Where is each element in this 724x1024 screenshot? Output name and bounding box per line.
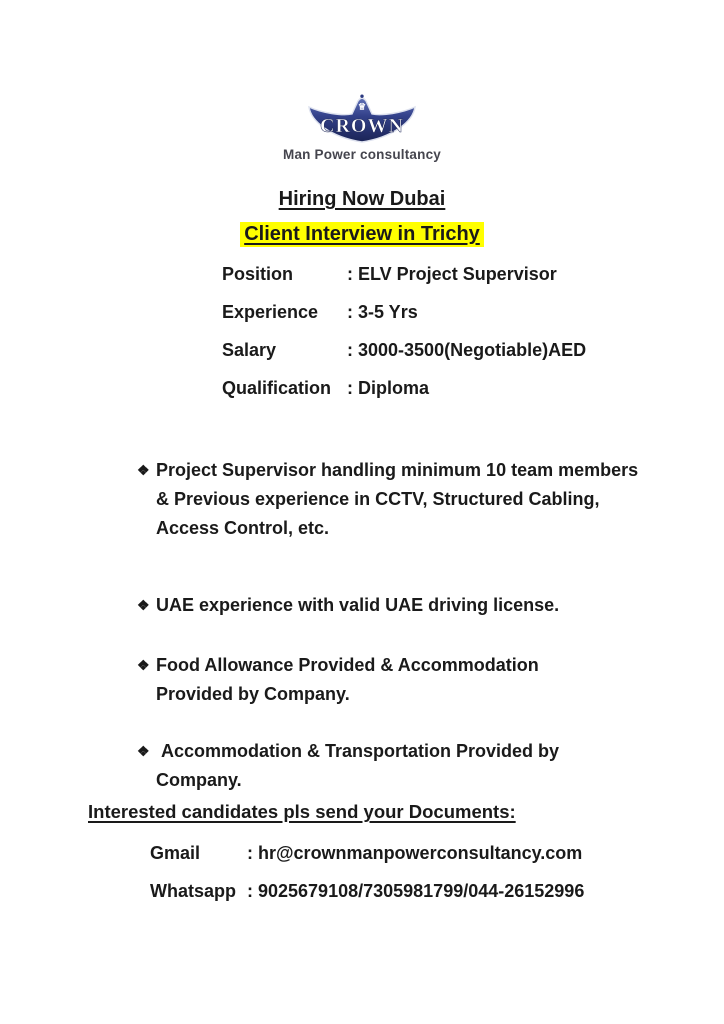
detail-label: Position <box>222 264 293 284</box>
detail-label: Qualification <box>222 378 332 398</box>
contact-list <box>150 843 584 918</box>
job-details <box>222 264 586 416</box>
detail-label: Experience <box>222 302 319 322</box>
detail-row-qualification <box>222 378 586 399</box>
page-title: Hiring Now Dubai <box>278 188 446 210</box>
list-item-text: Accommodation & Transportation Provided by Company. <box>156 741 565 790</box>
list-item <box>137 651 657 709</box>
crown-glyph-icon: ♕ <box>357 101 367 112</box>
subtitle-row <box>0 222 724 247</box>
contact-phone: : 9025679108/7305981799/044-26152996 <box>247 880 585 901</box>
contact-email: : hr@crownmanpowerconsultancy.com <box>247 843 583 863</box>
detail-label: Salary <box>222 340 277 360</box>
crown-badge-icon <box>306 93 418 146</box>
highlighted-subtitle: Client Interview in Trichy <box>240 222 484 247</box>
detail-row-experience <box>222 302 586 323</box>
diamond-bullet-icon: ❖ <box>137 462 150 478</box>
detail-value: : Diploma <box>347 378 430 398</box>
brand-tagline: Man Power consultancy <box>283 147 441 162</box>
detail-row-position <box>222 264 586 285</box>
list-item-text: UAE experience with valid UAE driving license. <box>156 595 560 615</box>
contact-label: Whatsapp <box>150 880 237 901</box>
brand-name: CROWN <box>320 115 404 137</box>
contact-label: Gmail <box>150 843 201 863</box>
detail-row-salary <box>222 340 586 361</box>
list-item <box>137 456 657 543</box>
detail-value: : ELV Project Supervisor <box>347 264 557 284</box>
diamond-bullet-icon: ❖ <box>137 743 150 759</box>
detail-value: : 3000-3500(Negotiable)AED <box>347 340 587 360</box>
contact-row-gmail <box>150 843 584 864</box>
requirements-list <box>137 456 657 795</box>
diamond-bullet-icon: ❖ <box>137 597 150 613</box>
detail-value: : 3-5 Yrs <box>347 302 418 322</box>
list-item <box>137 737 657 795</box>
contact-heading: Interested candidates pls send your Documents: <box>88 801 516 822</box>
diamond-bullet-icon: ❖ <box>137 657 150 673</box>
badge-apex-knob <box>360 95 363 98</box>
contact-row-whatsapp <box>150 881 584 902</box>
list-item <box>137 591 657 620</box>
list-item-text: Food Allowance Provided & Accommodation Provided by Company. <box>156 655 544 704</box>
logo <box>0 93 724 162</box>
list-item-text: Project Supervisor handling minimum 10 team members & Previous experience in CCTV, Structured Cabling, Access Control, etc. <box>156 460 644 538</box>
